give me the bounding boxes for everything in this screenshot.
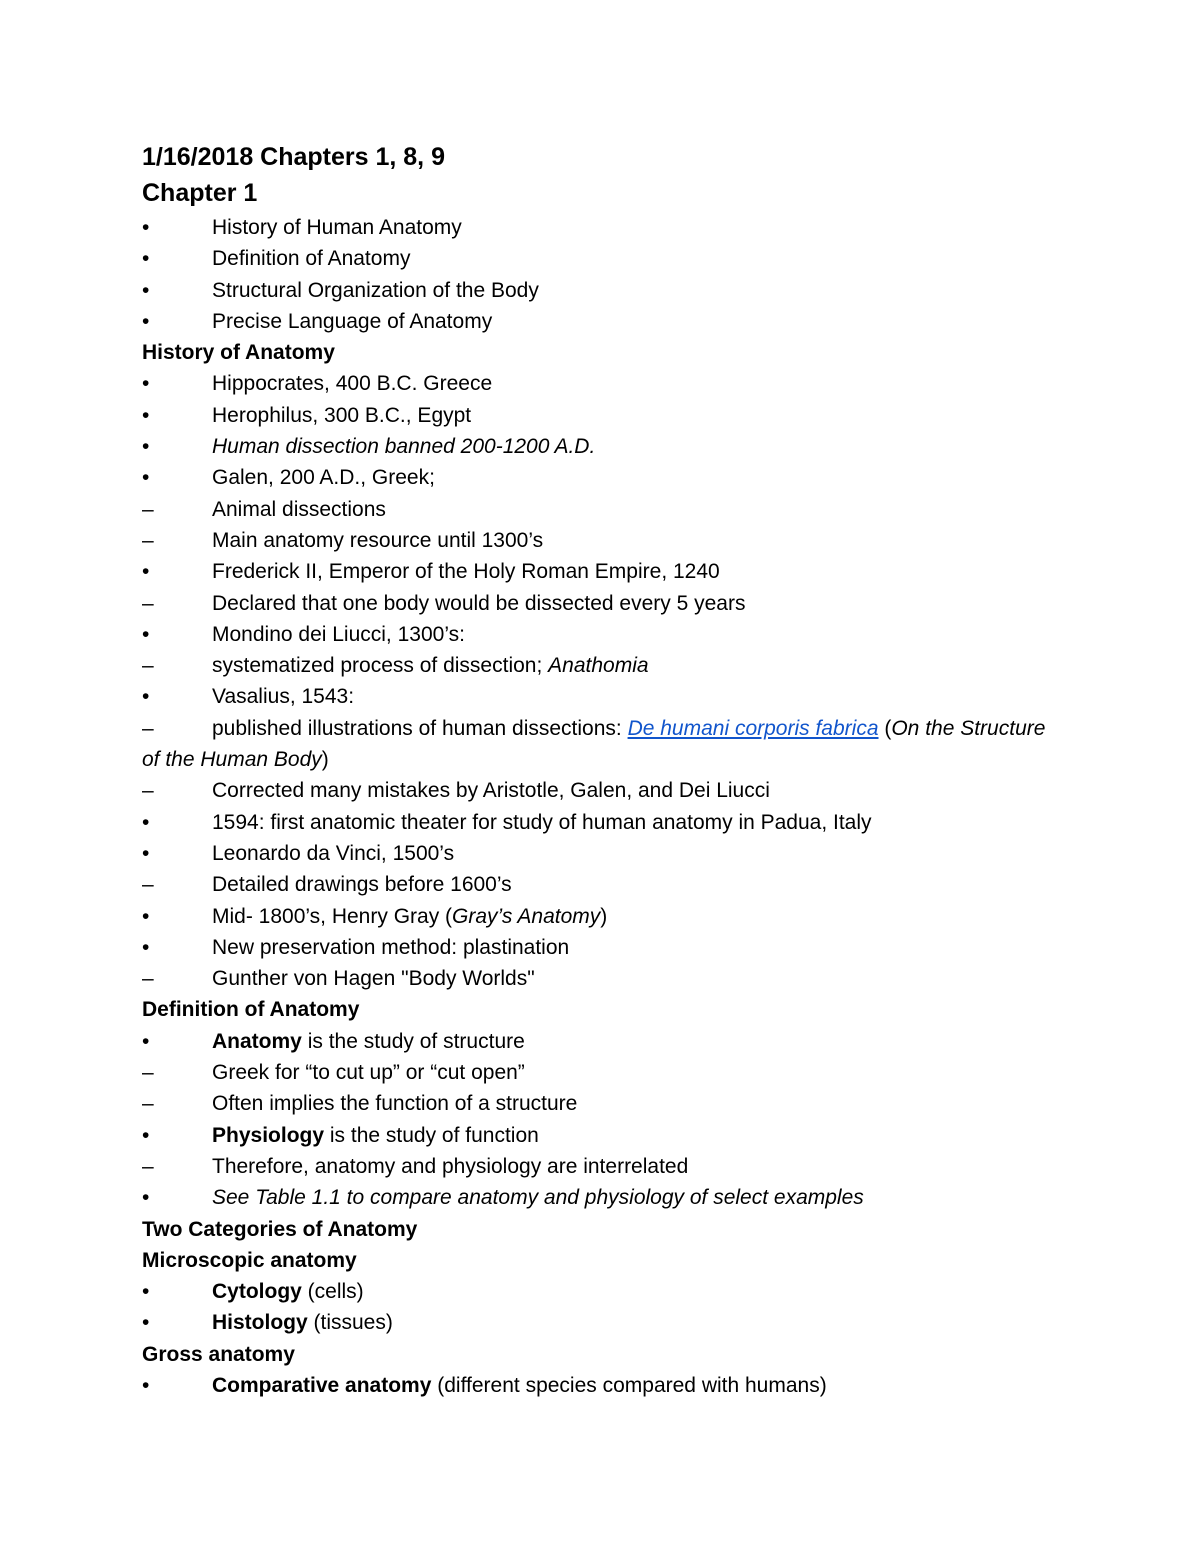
item-text: Galen, 200 A.D., Greek; bbox=[212, 466, 435, 490]
item-text: is the study of structure bbox=[301, 1029, 525, 1053]
item-text: Greek for “to cut up” or “cut open” bbox=[212, 1061, 525, 1085]
bullet-marker: • bbox=[142, 1311, 150, 1335]
item-text: 1594: first anatomic theater for study of human anatomy in Padua, Italy bbox=[212, 810, 872, 834]
bullet-marker: • bbox=[142, 1186, 150, 1210]
bullet-marker: • bbox=[142, 1280, 150, 1304]
sub-list-item bbox=[142, 713, 1062, 776]
item-text: Main anatomy resource until 1300’s bbox=[212, 528, 544, 552]
list-item bbox=[142, 368, 1062, 399]
item-text: Therefore, anatomy and physiology are interrelated bbox=[212, 1154, 689, 1178]
item-text: Herophilus, 300 B.C., Egypt bbox=[212, 403, 472, 427]
item-text: History of Human Anatomy bbox=[212, 216, 462, 239]
term-bold: Anatomy bbox=[212, 1029, 302, 1053]
item-text: Corrected many mistakes by Aristotle, Galen, and Dei Liucci bbox=[212, 779, 770, 803]
bullet-marker: • bbox=[142, 309, 150, 333]
item-text: Hippocrates, 400 B.C. Greece bbox=[212, 372, 493, 396]
term-bold: Cytology bbox=[212, 1280, 302, 1304]
list-item bbox=[142, 838, 1062, 869]
bullet-marker: • bbox=[142, 435, 150, 459]
bullet-marker: • bbox=[142, 1123, 150, 1147]
dash-marker: – bbox=[142, 654, 154, 678]
sub-list-item bbox=[142, 1151, 1062, 1182]
list-item bbox=[142, 275, 1062, 306]
list-item bbox=[142, 462, 1062, 493]
item-text: Structural Organization of the Body bbox=[212, 278, 539, 302]
list-item bbox=[142, 243, 1062, 274]
item-text: Gunther von Hagen "Body Worlds" bbox=[212, 967, 535, 991]
section-heading-gross: Gross anatomy bbox=[142, 1342, 295, 1366]
item-text: Often implies the function of a structure bbox=[212, 1092, 578, 1116]
sub-list-item bbox=[142, 588, 1062, 619]
sub-list-item bbox=[142, 494, 1062, 525]
document-page bbox=[142, 140, 1062, 1401]
list-item bbox=[142, 1307, 1062, 1338]
item-text: (different species compared with humans) bbox=[431, 1373, 827, 1397]
term-bold: Physiology bbox=[212, 1123, 325, 1147]
list-item bbox=[142, 556, 1062, 587]
item-text: Frederick II, Emperor of the Holy Roman Empire, 1240 bbox=[212, 560, 720, 584]
list-item bbox=[142, 1276, 1062, 1307]
document-title: 1/16/2018 Chapters 1, 8, 9 bbox=[142, 143, 445, 171]
bullet-marker: • bbox=[142, 841, 150, 865]
bullet-marker: • bbox=[142, 904, 150, 928]
sub-list-item bbox=[142, 963, 1062, 994]
bullet-marker: • bbox=[142, 560, 150, 584]
bullet-marker: • bbox=[142, 466, 150, 490]
item-text: ( bbox=[878, 716, 892, 740]
dash-marker: – bbox=[142, 967, 154, 991]
item-text: (tissues) bbox=[307, 1311, 393, 1335]
term-bold: Comparative anatomy bbox=[212, 1373, 432, 1397]
bullet-marker: • bbox=[142, 372, 150, 396]
sub-list-item bbox=[142, 1057, 1062, 1088]
item-text-italic: See Table 1.1 to compare anatomy and physiology of select examples bbox=[212, 1186, 864, 1210]
bullet-marker: • bbox=[142, 810, 150, 834]
bullet-marker: • bbox=[142, 685, 150, 709]
item-text: (cells) bbox=[301, 1280, 364, 1304]
dash-marker: – bbox=[142, 716, 154, 740]
item-text: Detailed drawings before 1600’s bbox=[212, 873, 512, 897]
item-text: ) bbox=[321, 748, 329, 772]
list-item bbox=[142, 1026, 1062, 1057]
list-item bbox=[142, 1182, 1062, 1213]
item-text: Declared that one body would be dissected every 5 years bbox=[212, 591, 746, 615]
item-text-italic: On the Structure of the Human Body bbox=[142, 716, 1046, 772]
item-text: Mid- 1800’s, Henry Gray ( bbox=[212, 904, 453, 928]
bullet-marker: • bbox=[142, 622, 150, 646]
item-text: Mondino dei Liucci, 1300’s: bbox=[212, 622, 465, 646]
item-text: ) bbox=[600, 904, 608, 928]
item-text: published illustrations of human dissections: bbox=[212, 716, 628, 740]
item-text: Precise Language of Anatomy bbox=[212, 309, 493, 333]
list-item bbox=[142, 1370, 1062, 1401]
item-text: Animal dissections bbox=[212, 497, 386, 521]
list-item bbox=[142, 306, 1062, 337]
item-text: Leonardo da Vinci, 1500’s bbox=[212, 841, 455, 865]
dash-marker: – bbox=[142, 1092, 154, 1116]
dash-marker: – bbox=[142, 873, 154, 897]
sub-list-item bbox=[142, 525, 1062, 556]
item-text: New preservation method: plastination bbox=[212, 935, 570, 959]
item-text: is the study of function bbox=[324, 1123, 539, 1147]
item-text: Vasalius, 1543: bbox=[212, 685, 355, 709]
sub-list-item bbox=[142, 869, 1062, 900]
item-text: Human dissection banned 200-1200 A.D. bbox=[212, 435, 596, 459]
dash-marker: – bbox=[142, 497, 154, 521]
section-heading-microscopic: Microscopic anatomy bbox=[142, 1248, 357, 1272]
sub-list-item bbox=[142, 650, 1062, 681]
bullet-marker: • bbox=[142, 216, 150, 239]
list-item bbox=[142, 807, 1062, 838]
section-heading-categories: Two Categories of Anatomy bbox=[142, 1217, 418, 1241]
dash-marker: – bbox=[142, 779, 154, 803]
section-heading-definition: Definition of Anatomy bbox=[142, 998, 360, 1022]
list-item bbox=[142, 681, 1062, 712]
bullet-marker: • bbox=[142, 247, 150, 271]
bullet-marker: • bbox=[142, 403, 150, 427]
fabrica-link[interactable]: De humani corporis fabrica bbox=[627, 716, 879, 740]
list-item bbox=[142, 619, 1062, 650]
sub-list-item bbox=[142, 1088, 1062, 1119]
list-item bbox=[142, 932, 1062, 963]
item-text-italic: Gray’s Anatomy bbox=[452, 904, 601, 928]
bullet-marker: • bbox=[142, 935, 150, 959]
item-text: Definition of Anatomy bbox=[212, 247, 411, 271]
list-item bbox=[142, 1120, 1062, 1151]
item-text-italic: Anathomia bbox=[548, 654, 649, 678]
chapter-heading: Chapter 1 bbox=[142, 179, 258, 207]
dash-marker: – bbox=[142, 528, 154, 552]
list-item bbox=[142, 901, 1062, 932]
bullet-marker: • bbox=[142, 278, 150, 302]
list-item bbox=[142, 212, 1062, 243]
item-text: systematized process of dissection; bbox=[212, 654, 549, 678]
list-item bbox=[142, 431, 1062, 462]
sub-list-item bbox=[142, 775, 1062, 806]
dash-marker: – bbox=[142, 591, 154, 615]
list-item bbox=[142, 400, 1062, 431]
term-bold: Histology bbox=[212, 1311, 308, 1335]
bullet-marker: • bbox=[142, 1029, 150, 1053]
bullet-marker: • bbox=[142, 1373, 150, 1397]
section-heading-history: History of Anatomy bbox=[142, 341, 335, 365]
dash-marker: – bbox=[142, 1061, 154, 1085]
dash-marker: – bbox=[142, 1154, 154, 1178]
